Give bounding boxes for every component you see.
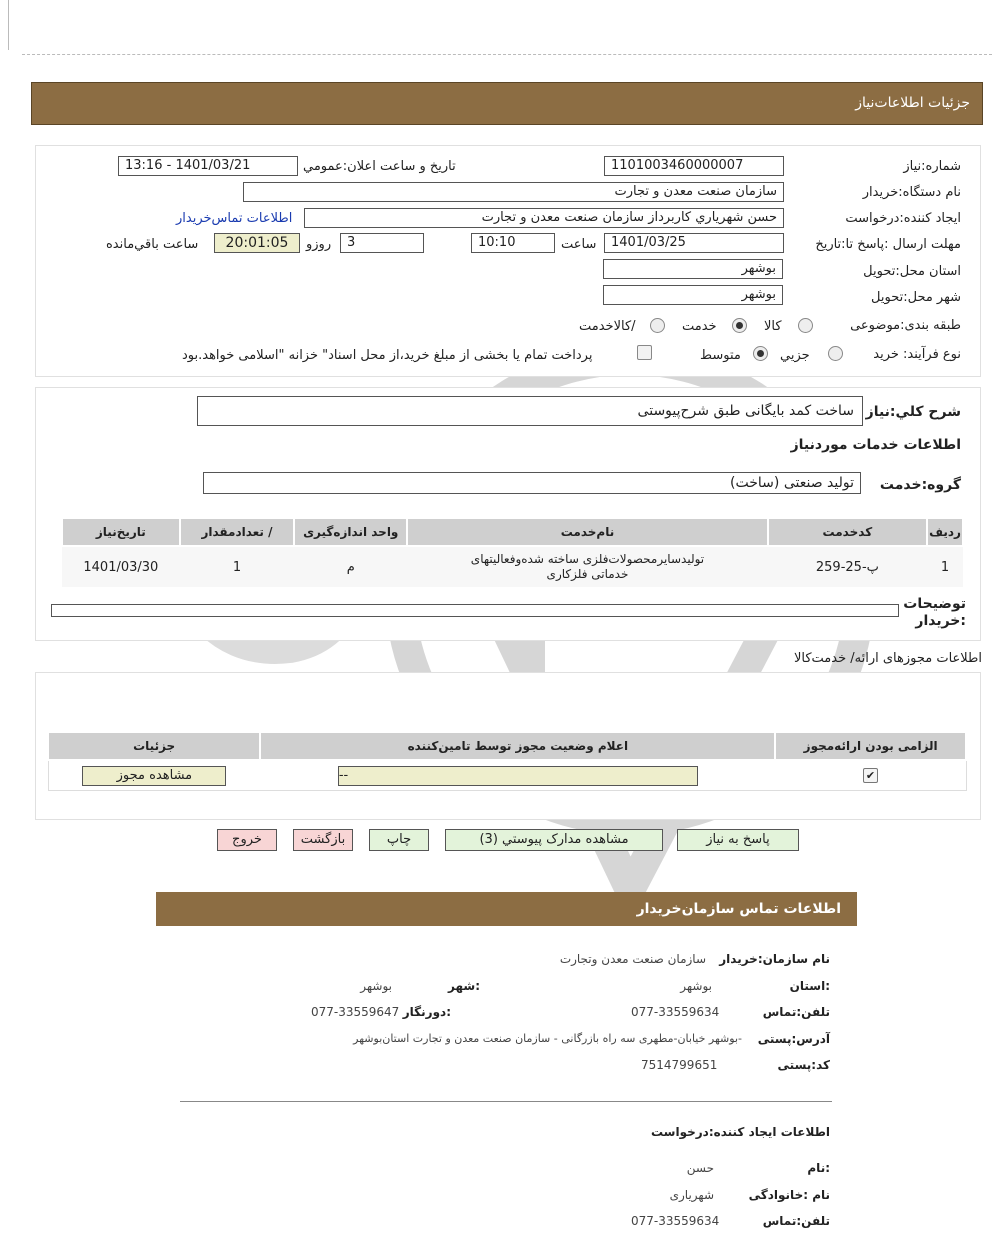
page-header (31, 82, 983, 125)
description-field: ساخت کمد بايگانی طبق شرح‌پيوستی (197, 396, 863, 426)
services-table (61, 517, 964, 587)
creator-name-label: :نام (807, 1161, 830, 1175)
permits-heading: اطلاعات مجوزهای ارائه/ خدمت‌کالا (793, 651, 982, 666)
col-service-code: کدخدمت (768, 518, 927, 546)
creator-family-value: شهرياری (669, 1188, 714, 1202)
contact-phone-value: 077-33559634 (631, 1005, 720, 1019)
contact-address-value: -بوشهر خيابان-مطهری سه راه بازرگانی - سازمان صنعت معدن و تجارت استان‌بوشهر (353, 1032, 742, 1045)
back-button[interactable]: بازگشت (293, 829, 353, 851)
view-docs-button[interactable]: مشاهده مدارک پيوستي (3) (445, 829, 663, 851)
creator-phone-label: تلفن:تماس (762, 1214, 830, 1228)
col-need-date: تاريخ‌نياز (62, 518, 180, 546)
page-header-title: جزئيات اطلاعات‌نياز (855, 95, 970, 111)
province-label: استان محل:تحويل (863, 264, 961, 279)
col-permit-required: الزامی بودن ارائه‌مجوز (775, 732, 966, 760)
contact-postal-label: کد:پستی (777, 1058, 830, 1072)
permit-status-field[interactable]: -- (338, 766, 698, 786)
buyer-org-field: سازمان صنعت معدن و تجارت (243, 182, 784, 202)
treasury-payment-label: پرداخت تمام يا بخشی از مبلغ خريد،از محل اسناد" خزانه "اسلامی خواهد.بود (182, 348, 593, 363)
category-goods-label: کالا (764, 319, 782, 334)
need-number-label: شماره:نياز (903, 159, 961, 174)
contact-org-value: سازمان صنعت معدن وتجارت (559, 952, 706, 966)
buyer-org-label: نام دستگاه:خريدار (862, 185, 961, 200)
province-field: بوشهر (603, 259, 783, 279)
col-unit: واحد اندازه‌گيری (294, 518, 407, 546)
contact-fax-value: 077-33559647 (311, 1005, 400, 1019)
group-label: گروه:خدمت (879, 477, 961, 493)
need-date-cell: 1401/03/30 (62, 546, 180, 587)
contact-phone-label: تلفن:تماس (762, 1005, 830, 1019)
contact-header-title: اطلاعات تماس سازمان‌خريدار (636, 901, 841, 917)
contact-org-label: نام سازمان:خريدار (719, 952, 830, 966)
category-label: طبقه بندی:موضوعی (850, 318, 961, 333)
permit-status-cell (260, 760, 775, 790)
process-medium-label: متوسط (700, 348, 741, 363)
quantity-cell: 1 (180, 546, 295, 587)
col-permit-details: جزئيات (48, 732, 260, 760)
days-field: 3 (340, 233, 424, 253)
table-row (62, 546, 963, 587)
contact-province-value: بوشهر (680, 979, 712, 993)
top-divider (22, 54, 992, 55)
deadline-time-label: ساعت (561, 237, 597, 252)
announce-field: 1401/03/21 - 13:16 (118, 156, 298, 176)
exit-button[interactable]: خروج (217, 829, 277, 851)
row-number-cell: 1 (927, 546, 963, 587)
contact-fax-label: :دورنگار (402, 1005, 451, 1019)
contact-province-label: :استان (789, 979, 830, 993)
need-info-panel (35, 145, 981, 377)
service-name-cell: توليدسايرمحصولات‌فلزی ساخته شده‌وفعاليتهای خدماتی فلزکاری (407, 546, 767, 587)
process-minor-label: جزيي (780, 348, 810, 363)
deadline-time-field: 10:10 (471, 233, 555, 253)
process-medium-radio[interactable] (753, 346, 768, 361)
creator-info-title: اطلاعات ايجاد کننده:درخواست (650, 1125, 830, 1139)
col-row-number: رديف (927, 518, 963, 546)
contact-divider (180, 1101, 832, 1102)
col-quantity: / تعدادمقدار (180, 518, 295, 546)
need-number-field: 1101003460000007 (604, 156, 784, 176)
permit-details-cell (48, 760, 260, 790)
announce-label: تاريخ و ساعت اعلان:عمومي (303, 159, 456, 174)
services-heading: اطلاعات خدمات موردنياز (790, 437, 961, 453)
group-field: توليد صنعتی (ساخت) (203, 472, 861, 494)
table-row (48, 760, 966, 790)
remaining-time-field: 20:01:05 (214, 233, 300, 253)
buyer-notes-field (51, 604, 899, 617)
permits-table (47, 731, 967, 791)
contact-city-value: بوشهر (360, 979, 392, 993)
city-field: بوشهر (603, 285, 783, 305)
creator-field: حسن شهرياري کاربرداز سازمان صنعت معدن و تجارت (304, 208, 784, 228)
description-label: شرح کلي:نياز (865, 404, 961, 420)
col-permit-status: اعلام وضعيت مجوز توسط تامين‌کننده (260, 732, 775, 760)
contact-address-label: آدرس:پستی (757, 1032, 830, 1046)
contact-header (156, 892, 857, 926)
creator-family-label: نام :خانوادگی (748, 1188, 830, 1202)
view-permit-button[interactable]: مشاهده مجوز (82, 766, 226, 786)
creator-phone-value: 077-33559634 (631, 1214, 720, 1228)
col-service-name: نام‌خدمت (407, 518, 767, 546)
creator-label: ايجاد کننده:درخواست (845, 211, 961, 226)
process-minor-radio[interactable] (828, 346, 843, 361)
days-label: روزو (306, 237, 332, 252)
print-button[interactable]: چاپ (369, 829, 429, 851)
contact-city-label: :شهر (448, 979, 480, 993)
city-label: شهر محل:تحويل (871, 290, 961, 305)
buyer-notes-label: توضيحات :خريدار (903, 596, 966, 629)
remaining-label: ساعت باقي‌مانده (106, 237, 199, 252)
reply-button[interactable]: پاسخ به نياز (677, 829, 799, 851)
creator-name-value: حسن (686, 1161, 714, 1175)
left-edge-line (8, 0, 9, 50)
contact-postal-value: 7514799651 (641, 1058, 718, 1072)
permit-required-cell (775, 760, 966, 790)
unit-cell: م (294, 546, 407, 587)
deadline-label: مهلت ارسال :پاسخ تا:تاريخ (815, 237, 961, 252)
deadline-date-field: 1401/03/25 (604, 233, 784, 253)
category-goods-radio[interactable] (798, 318, 813, 333)
buyer-contact-link[interactable]: اطلاعات تماس‌خريدار (176, 211, 293, 226)
process-label: نوع فرآيند: خريد (873, 347, 961, 362)
category-service-radio[interactable] (732, 318, 747, 333)
category-both-label: /کالاخدمت (579, 319, 636, 334)
category-service-label: خدمت (682, 319, 717, 334)
category-both-radio[interactable] (650, 318, 665, 333)
treasury-payment-checkbox[interactable] (637, 345, 652, 360)
permit-required-checkbox[interactable]: ✔ (863, 768, 878, 783)
service-code-cell: پ-25-259 (768, 546, 927, 587)
